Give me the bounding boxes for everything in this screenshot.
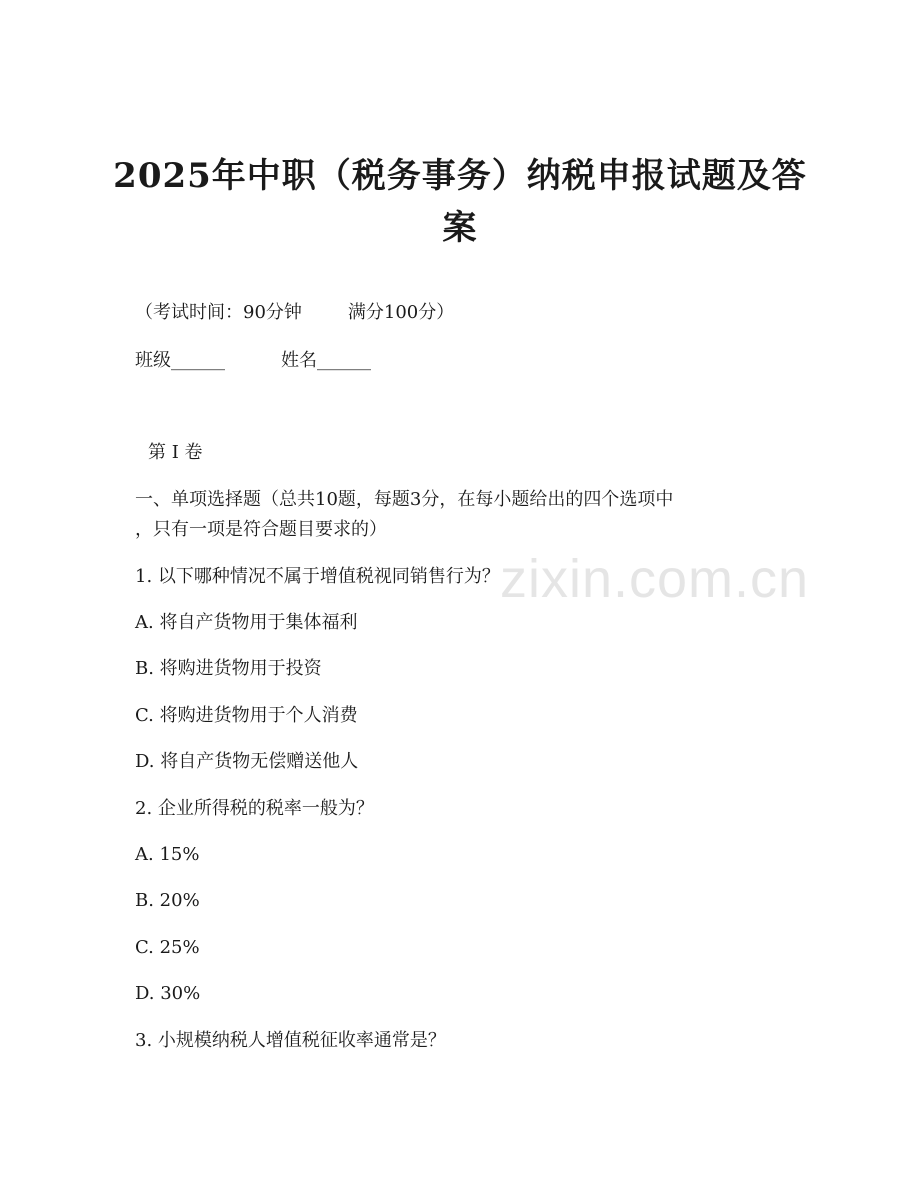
watermark: zixin.com.cn — [500, 549, 810, 609]
exam-time: （考试时间：90分钟 — [135, 302, 302, 323]
section-heading-line-1: 一、单项选择题（总共10题，每题3分，在每小题给出的四个选项中 — [135, 489, 674, 510]
question-2-option-d: D. 30% — [135, 983, 201, 1004]
question-2-option-c: C. 25% — [135, 937, 200, 958]
section-heading-line-2: ，只有一项是符合题目要求的） — [135, 519, 387, 540]
title-line-2: 案 — [442, 208, 478, 248]
question-2-option-a: A. 15% — [135, 844, 200, 865]
title-line-1: 2025年中职（税务事务）纳税申报试题及答 — [113, 156, 807, 196]
class-field: 班级______ — [135, 350, 225, 371]
full-score: 满分100分） — [347, 302, 455, 323]
volume-heading: 第 I 卷 — [148, 442, 203, 463]
question-1-option-a: A. 将自产货物用于集体福利 — [135, 612, 358, 633]
question-1-option-c: C. 将购进货物用于个人消费 — [135, 705, 358, 726]
question-1-option-b: B. 将购进货物用于投资 — [135, 658, 322, 679]
exam-info — [135, 302, 454, 324]
question-1-stem: 1. 以下哪种情况不属于增值税视同销售行为？ — [135, 566, 500, 587]
document-title — [90, 150, 830, 254]
question-3-stem: 3. 小规模纳税人增值税征收率通常是？ — [135, 1030, 446, 1051]
student-info — [135, 350, 371, 372]
name-field: 姓名______ — [281, 350, 371, 371]
question-1-option-d: D. 将自产货物无偿赠送他人 — [135, 751, 359, 772]
question-2-option-b: B. 20% — [135, 890, 200, 911]
question-2-stem: 2. 企业所得税的税率一般为？ — [135, 798, 374, 819]
